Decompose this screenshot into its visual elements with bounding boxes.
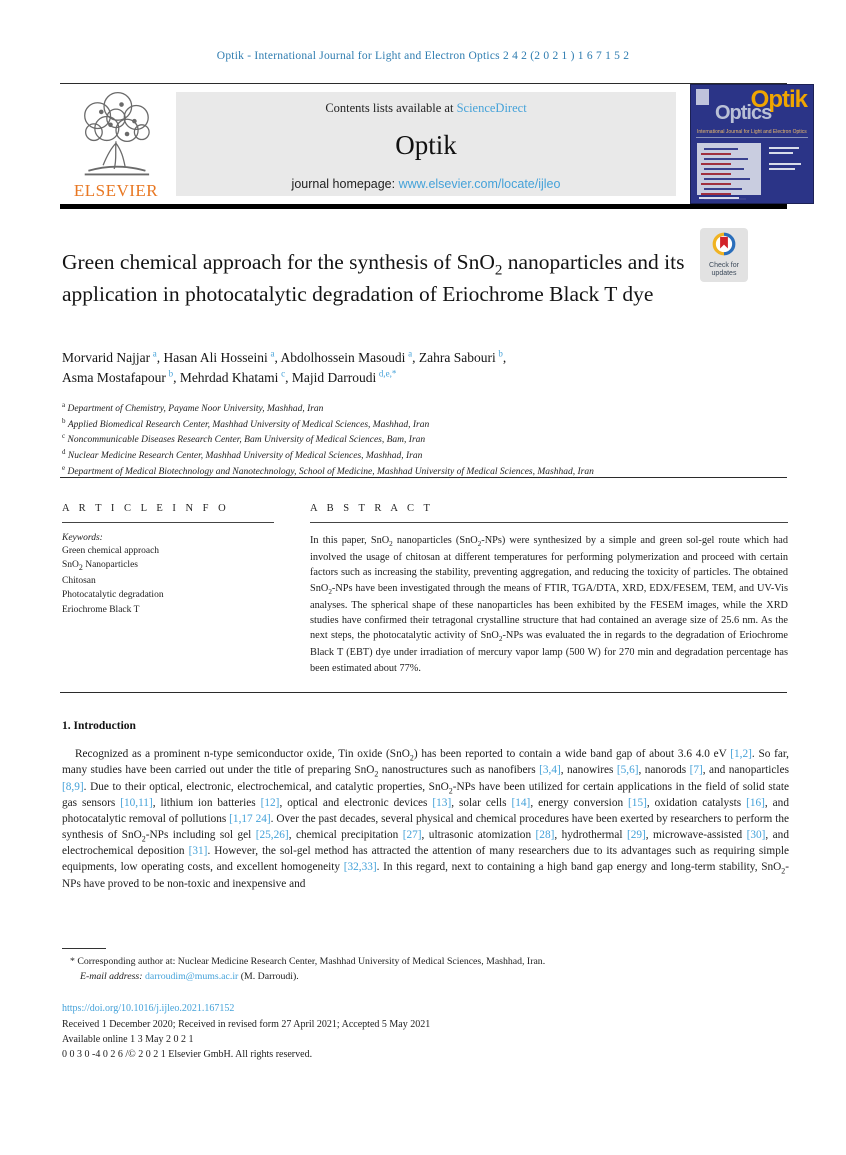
- keyword-list: [62, 544, 274, 617]
- keywords-label: Keywords:: [62, 533, 103, 543]
- article-title: Green chemical approach for the synthesis of SnO$_2$ nanoparticles and its application in photocatalytic degradation of Eriochrome Black T dye: [62, 250, 685, 307]
- abstract-heading: A B S T R A C T: [310, 503, 434, 514]
- keyword: Photocatalytic degradation: [62, 590, 164, 601]
- cover-foot-line: [699, 197, 739, 199]
- author: Abdolhossein Masoudi $^a$,: [280, 348, 416, 365]
- author: Zahra Sabouri $^b$,: [418, 348, 507, 365]
- citation-link[interactable]: [7]: [689, 764, 703, 777]
- keyword: SnO$_2$ Nanoparticles: [62, 560, 138, 573]
- email-suffix: (M. Darroudi).: [238, 971, 299, 982]
- email-label: E-mail address:: [80, 971, 143, 982]
- introduction-text: Recognized as a prominent n-type semiconductor oxide, Tin oxide (SnO$_2$) has been reported to contain a wide band gap of about 3.6 4.0 eV [1,2]. So far, many studies have been carried out under the title of preparing SnO$_2$ nanostructures such as nanofibers [3,4], nanowires [5,6], nanorods [7], and nanoparticles [8,9]. Due to their optical, electronic, electrochemical, and catalytic properties, SnO$_2$-NPs have been utilized for certain applications in the field of solid state gas sensors [10,11], lithium ion batteries [12], optical and electronic devices [13], solar cells [14], energy conversion [15], oxidation catalysts [16], and photocatalytic removal of pollutions [1,17 24]. Over the past decades, several physical and chemical procedures have been exerted by researchers to perform the synthesis of SnO$_2$-NPs including sol gel [25,26], chemical precipitation [27], ultrasonic atomization [28], hydrothermal [29], microwave-assisted [30], and electrochemical deposition [31]. However, the sol-gel method has attracted the attention of many researchers due to its advantages such as requiring simple equipments, low operating costs, and excellent homogeneity [32,33]. In this regard, next to containing a high band gap energy and long-term stability, SnO$_2$-NPs have proved to be non-toxic and inexpensive and: [62, 748, 789, 890]
- elsevier-logo: [57, 88, 175, 202]
- header-bottom-bar: [60, 204, 787, 209]
- author-list: [62, 347, 742, 387]
- contents-line: [176, 101, 676, 116]
- badge-line1: Check for: [709, 262, 739, 269]
- citation-link[interactable]: [14]: [511, 797, 531, 810]
- cover-title-optik: Optik: [750, 86, 807, 113]
- doi-line: [62, 1003, 234, 1014]
- citation-link[interactable]: [32,33]: [343, 861, 377, 874]
- cover-divider: [696, 137, 808, 138]
- abstract-rule: [310, 522, 788, 523]
- citation-link[interactable]: [16]: [746, 797, 765, 810]
- citation-link[interactable]: [13]: [432, 797, 452, 810]
- author: Asma Mostafapour $^b$,: [62, 368, 177, 385]
- citation-link[interactable]: [29]: [626, 829, 646, 842]
- cover-title-optics: Optics: [715, 102, 772, 124]
- cover-subtitle: International Journal for Light and Electron Optics: [697, 129, 807, 135]
- available-online-line: Available online 1 3 May 2 0 2 1: [62, 1034, 194, 1045]
- citation-link[interactable]: [12]: [260, 797, 280, 810]
- crossmark-icon: [711, 231, 737, 257]
- footnote-rule: [62, 948, 106, 949]
- email-line: [80, 971, 800, 982]
- article-info-column: [62, 503, 274, 617]
- email-link[interactable]: darroudim@mums.ac.ir: [144, 971, 239, 982]
- abstract-text: In this paper, SnO$_2$ nanoparticles (SnO$_2$-NPs) were synthesized by a simple and green sol-gel route which had involved the usage of chitosan at different temperatures for performing polymerization and proceed with certain factors such as increasing the stability, preventing aggregation, and reducing the toxicity of particles. The obtained SnO$_2$-NPs have been investigated through the means of FTIR, TGA/DTA, XRD, EDX/FESEM, TEM, and UV-Vis analyses. The spherical shape of these nanoparticles has been exhibited by the FESEM images, while the XRD studies have confirmed their tetragonal crystalline structure that had contained an average size of 25.6 nm. As the next steps, the photocatalytic activity of SnO$_2$-NPs was evaluated the in regards to the degradation of Eriochrome Black T (EBT) dye under irradiation of mercury vapor lamp (500 W) for 270 min and degradation percentage has been estimated about 77%.: [310, 535, 788, 674]
- citation-link[interactable]: [31]: [188, 845, 208, 858]
- badge-line2: updates: [711, 270, 737, 278]
- doi-link[interactable]: https://doi.org/10.1016/j.ijleo.2021.167152: [62, 1003, 235, 1014]
- author: Morvarid Najjar $^a$,: [62, 348, 161, 365]
- author: Majid Darroudi $^{d,e,*}$: [291, 368, 397, 385]
- affiliation: $^d$ Nuclear Medicine Research Center, Mashhad University of Medical Sciences, Mashhad, Iran: [62, 447, 423, 462]
- article-info-heading: A R T I C L E I N F O: [62, 503, 230, 514]
- citation-link[interactable]: [5,6]: [616, 764, 639, 777]
- elsevier-wordmark: ELSEVIER: [73, 181, 159, 200]
- cover-mini-logo: [696, 89, 709, 105]
- received-line: Received 1 December 2020; Received in revised form 27 April 2021; Accepted 5 May 2021: [62, 1019, 431, 1030]
- info-top-rule: [60, 477, 787, 478]
- citation-link[interactable]: [1,17 24]: [229, 813, 271, 826]
- journal-name: Optik: [395, 130, 457, 160]
- sciencedirect-link[interactable]: ScienceDirect: [456, 101, 527, 115]
- issn-copyright-line: 0 0 3 0 -4 0 2 6 /© 2 0 2 1 Elsevier GmbH. All rights reserved.: [62, 1049, 313, 1060]
- keyword: Green chemical approach: [62, 546, 160, 556]
- section-heading-introduction: 1. Introduction: [62, 720, 136, 732]
- elsevier-tree-icon: [70, 88, 162, 180]
- affiliation: $^a$ Department of Chemistry, Payame Noor University, Mashhad, Iran: [62, 401, 324, 415]
- citation-link[interactable]: [15]: [628, 797, 647, 810]
- introduction-paragraph: [62, 747, 789, 893]
- cover-contents-panel: [697, 143, 761, 195]
- affiliation: $^c$ Noncommunicable Diseases Research Center, Bam University of Medical Sciences, Bam, Iran: [62, 432, 426, 446]
- citation-link[interactable]: [3,4]: [539, 764, 561, 777]
- citation-link[interactable]: [8,9]: [62, 780, 84, 793]
- author: Mehrdad Khatami $^c$,: [179, 368, 289, 385]
- journal-header-box: [176, 92, 676, 196]
- journal-homepage-link[interactable]: www.elsevier.com/locate/ijleo: [398, 177, 561, 191]
- keyword: Chitosan: [62, 576, 96, 587]
- contents-prefix: Contents lists available at: [325, 101, 457, 115]
- corresponding-author-note: * Corresponding author at: Nuclear Medicine Research Center, Mashhad University of Medical Sciences, Mashhad, Iran.: [70, 956, 546, 967]
- affiliation: $^b$ Applied Biomedical Research Center, Mashhad University of Medical Sciences, Mashhad, Iran: [62, 416, 430, 430]
- citation-link[interactable]: [28]: [535, 829, 555, 842]
- journal-cover-thumbnail[interactable]: [690, 84, 814, 204]
- citation-link[interactable]: [25,26]: [255, 829, 289, 842]
- citation-link[interactable]: [1,2]: [730, 748, 752, 760]
- citation-link[interactable]: [30]: [746, 829, 766, 842]
- keyword: Eriochrome Black T: [62, 604, 140, 615]
- journal-reference-line: Optik - International Journal for Light and Electron Optics 2 4 2 (2 0 2 1 ) 1 6 7 1 5 2: [216, 50, 630, 62]
- abstract-bottom-rule: [60, 692, 787, 693]
- author: Hasan Ali Hosseini $^a$,: [163, 348, 278, 365]
- affiliation-list: [62, 401, 788, 479]
- header-top-rule: [60, 83, 787, 84]
- abstract-column: [310, 503, 788, 676]
- homepage-line: [176, 177, 676, 191]
- article-info-rule: [62, 522, 274, 523]
- homepage-prefix: journal homepage:: [291, 177, 399, 191]
- citation-link[interactable]: [10,11]: [120, 797, 153, 810]
- affiliation: $^e$ Department of Medical Biotechnology and Nanotechnology, School of Medicine, Mashhad University of Medical Sciences, Mashhad, Iran: [62, 463, 594, 477]
- citation-link[interactable]: [27]: [402, 829, 422, 842]
